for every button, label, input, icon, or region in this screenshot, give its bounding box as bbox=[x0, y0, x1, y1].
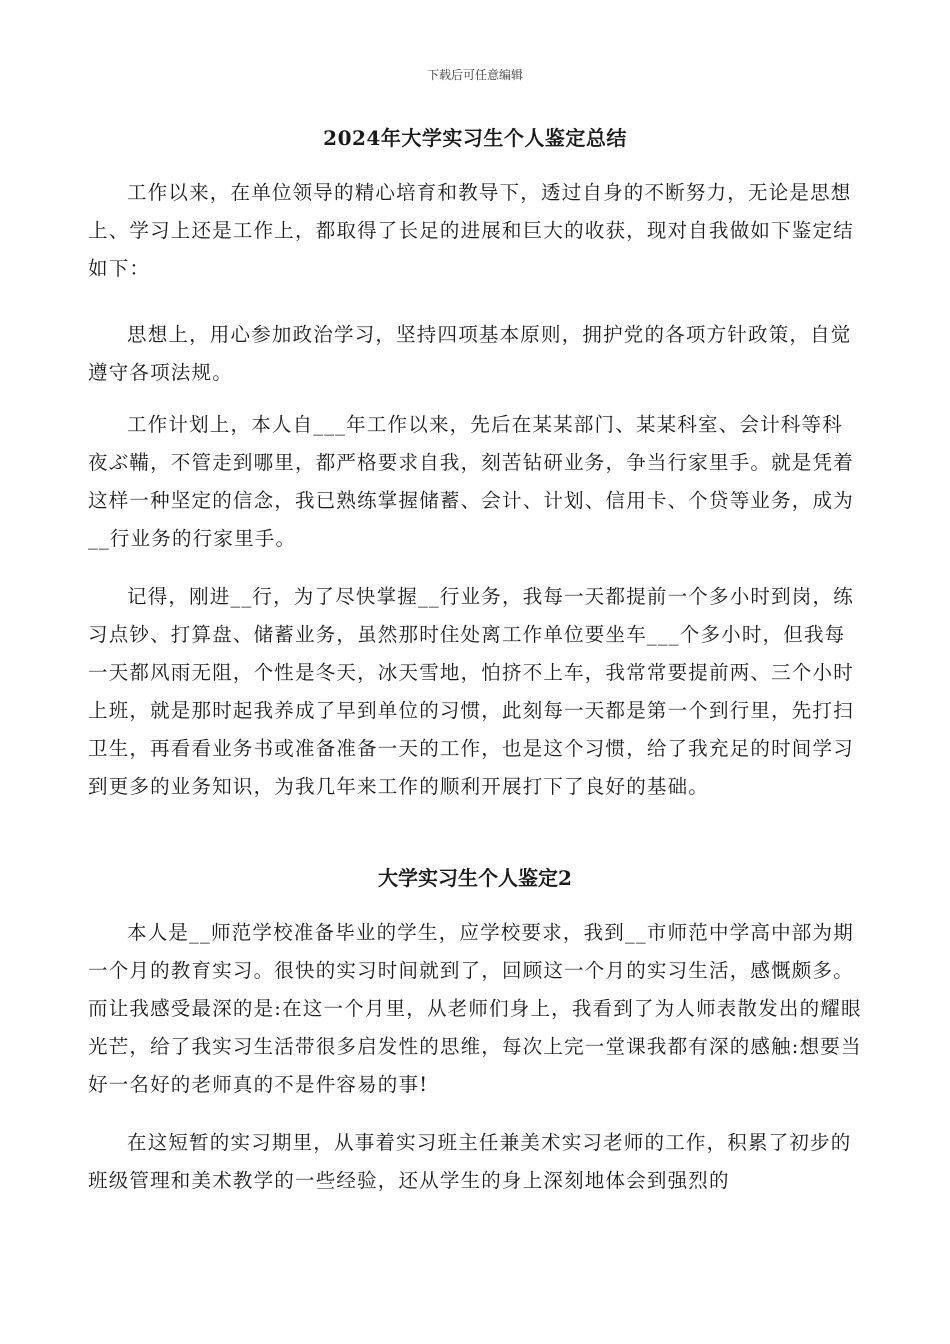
paragraph-intro: 工作以来，在单位领导的精心培育和教导下，透过自身的不断努力，无论是思想上、学习上还是工作上，都取得了长足的进展和巨大的收获，现对自我做如下鉴定结如下： bbox=[88, 181, 854, 280]
document-title: 2024年大学实习生个人鉴定总结 bbox=[323, 126, 627, 150]
paragraph-thought: 思想上，用心参加政治学习，坚持四项基本原则，拥护党的各项方针政策，自觉遵守各项法规。 bbox=[88, 323, 852, 384]
paragraph-section2-intro: 本人是__师范学校准备毕业的学生，应学校要求，我到__市师范中学高中部为期一个月的教育实习。很快的实习时间就到了，回顾这一个月的实习生活，感慨颇多。而让我感受最深的是:在这一个月里，从老师们身上，我看到了为人师表散发出的耀眼光芒，给了我实习生活带很多启发性的思维，每次上完一堂课我都有深的感触:想要当好一名好的老师真的不是件容易的事! bbox=[88, 921, 862, 1096]
paragraph-memory: 记得，刚进__行，为了尽快掌握__行业务，我每一天都提前一个多小时到岗，练习点钞、打算盘、储蓄业务，虽然那时住处离工作单位要坐车___个多小时，但我每一天都风雨无阻，个性是冬天，冰天雪地，怕挤不上车，我常常要提前两、三个小时上班，就是那时起我养成了早到单位的习惯，此刻每一天都是第一个到行里，先打扫卫生，再看看业务书或准备准备一天的工作，也是这个习惯，给了我充足的时间学习到更多的业务知识，为我几年来工作的顺利开展打下了良好的基础。 bbox=[88, 585, 854, 798]
section-2-title: 大学实习生个人鉴定2 bbox=[378, 866, 572, 890]
paragraph-section2-internship: 在这短暂的实习期里，从事着实习班主任兼美术实习老师的工作，积累了初步的班级管理和美术教学的一些经验，还从学生的身上深刻地体会到强烈的 bbox=[88, 1131, 852, 1192]
header-note: 下载后可任意编辑 bbox=[426, 68, 523, 82]
paragraph-work-plan: 工作计划上，本人自___年工作以来，先后在某某部门、某某科室、会计科等科夜ぶ鞴，不管走到哪里，都严格要求自我，刻苦钻研业务，争当行家里手。就是凭着这样一种坚定的信念，我已熟练掌握储蓄、会计、计划、信用卡、个贷等业务，成为__行业务的行家里手。 bbox=[88, 413, 854, 550]
